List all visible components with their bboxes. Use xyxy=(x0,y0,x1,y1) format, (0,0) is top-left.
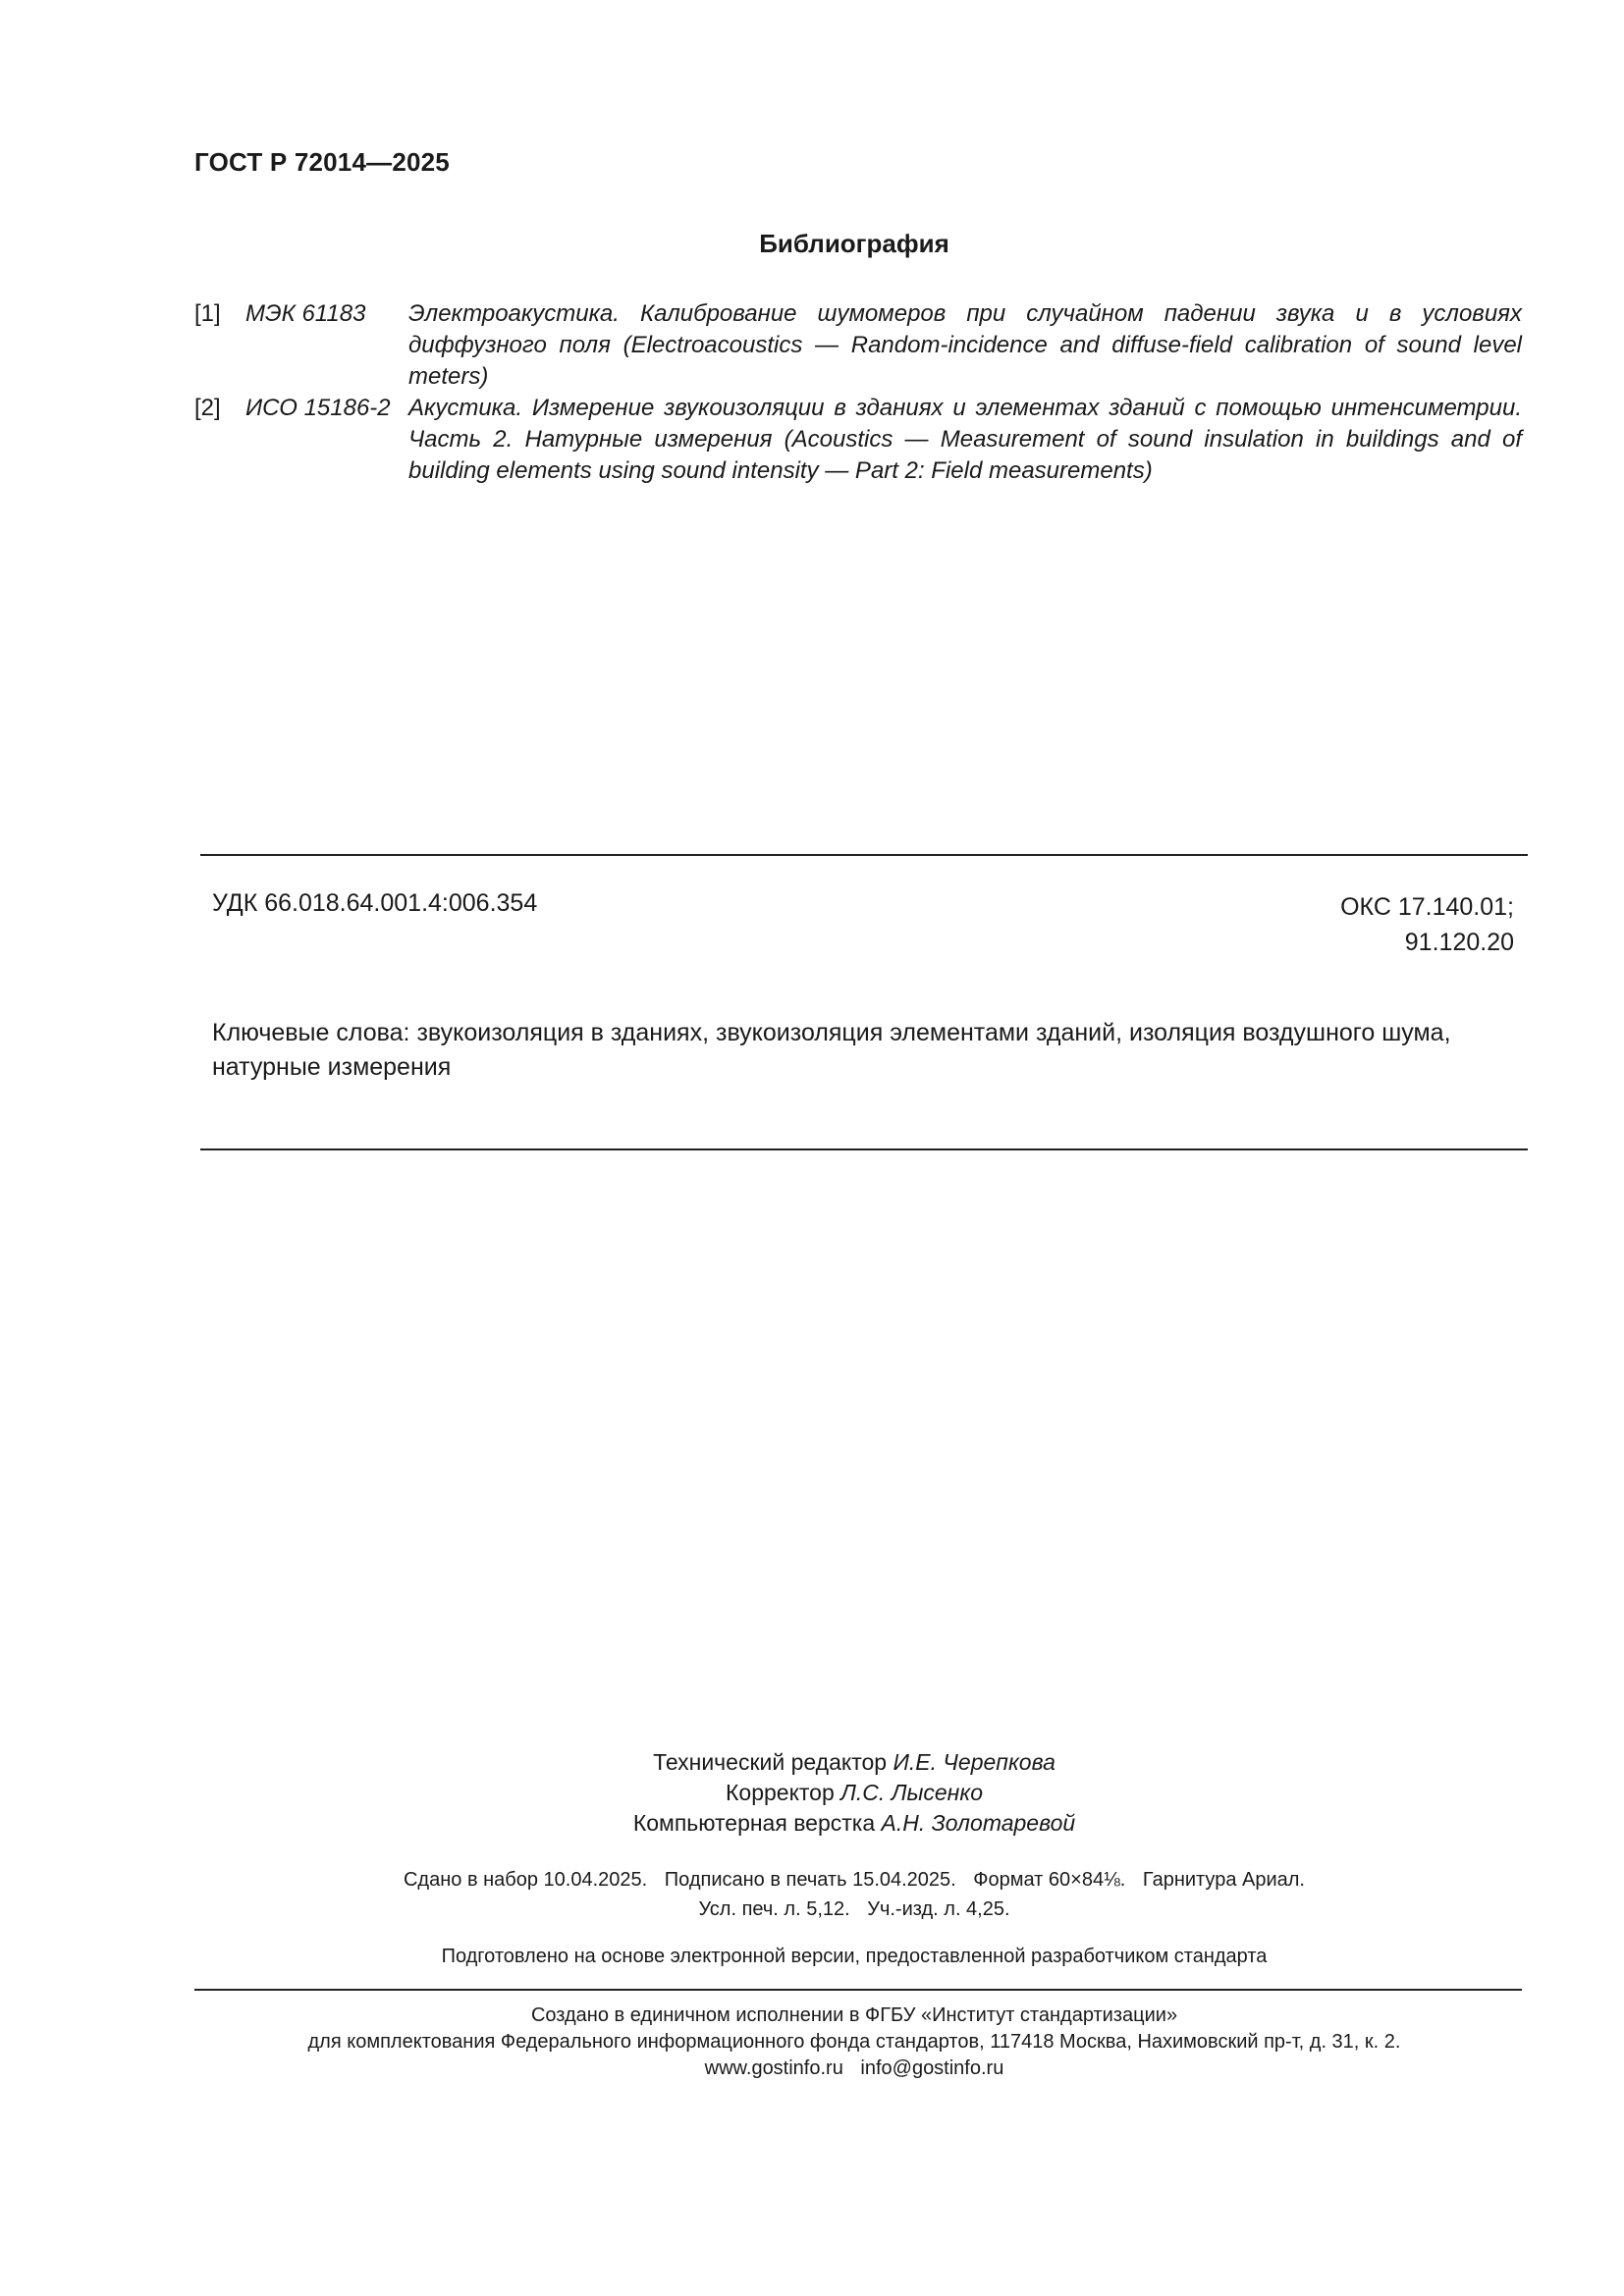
divider-top xyxy=(200,854,1528,856)
tech-editor-label: Технический редактор xyxy=(653,1749,888,1775)
print-info-line-2 xyxy=(0,1895,1624,1924)
divider-footer xyxy=(194,1989,1522,1991)
entry-number: [2] xyxy=(194,395,221,421)
publisher-info xyxy=(0,2002,1624,2082)
paper-format: Формат 60×84⅛. xyxy=(973,1869,1126,1891)
entry-text: Акустика. Измерение звукоизоляции в зданиях и элементах зданий с помощью интенсиметрии. Часть 2. Натурные измерения (Acoustics — Measurement of sound insulation in buildings and of building elements using sound intensity — Part 2: Field measurements) xyxy=(408,395,1522,484)
divider-bottom xyxy=(200,1148,1528,1150)
print-sheets: Усл. печ. л. 5,12. xyxy=(698,1898,850,1920)
signed-date: Подписано в печать 15.04.2025. xyxy=(664,1869,956,1891)
prepared-note: Подготовлено на основе электронной версии, предоставленной разработчиком стандарта xyxy=(441,1946,1268,1967)
bibliography-entry xyxy=(194,298,1522,393)
layout-name: А.Н. Золотаревой xyxy=(881,1810,1076,1836)
entry-standard: МЭК 61183 xyxy=(245,300,366,327)
entry-standard: ИСО 15186-2 xyxy=(245,395,391,421)
email-link[interactable]: info@gostinfo.ru xyxy=(860,2057,1004,2079)
bibliography-entry xyxy=(194,393,1522,487)
entry-number: [1] xyxy=(194,300,221,327)
layout-line xyxy=(0,1808,1624,1839)
corrector-label: Корректор xyxy=(726,1780,835,1805)
keywords: Ключевые слова: звукоизоляция в зданиях, звукоизоляция элементами зданий, изоляция воздушного шума, натурные измерения xyxy=(212,1019,1451,1081)
publisher-line-1: Создано в единичном исполнении в ФГБУ «Институт стандартизации» xyxy=(530,2004,1178,2026)
oks-line-1: ОКС 17.140.01; xyxy=(1340,893,1514,921)
tech-editor-line xyxy=(0,1747,1624,1778)
edition-sheets: Уч.-изд. л. 4,25. xyxy=(867,1898,1010,1920)
submitted-date: Сдано в набор 10.04.2025. xyxy=(403,1869,648,1891)
corrector-name: Л.С. Лысенко xyxy=(840,1780,983,1805)
bibliography-list xyxy=(194,298,1522,487)
corrector-line xyxy=(0,1778,1624,1808)
print-info xyxy=(0,1865,1624,1924)
credits xyxy=(0,1747,1624,1839)
print-info-line-1 xyxy=(0,1865,1624,1895)
standard-code: ГОСТ Р 72014—2025 xyxy=(194,147,450,177)
layout-label: Компьютерная верстка xyxy=(632,1810,876,1836)
bibliography-title: Библиография xyxy=(759,229,949,258)
oks-line-2: 91.120.20 xyxy=(1404,929,1514,956)
udc-code: УДК 66.018.64.001.4:006.354 xyxy=(212,889,538,917)
tech-editor-name: И.Е. Черепкова xyxy=(893,1749,1056,1775)
website-link[interactable]: www.gostinfo.ru xyxy=(704,2057,843,2079)
oks-code xyxy=(1340,889,1514,960)
typeface: Гарнитура Ариал. xyxy=(1142,1869,1305,1891)
publisher-line-2: для комплектования Федерального информационного фонда стандартов, 117418 Москва, Нахимовский пр-т, д. 31, к. 2. xyxy=(307,2031,1401,2053)
publisher-contacts xyxy=(0,2056,1624,2082)
entry-text: Электроакустика. Калибрование шумомеров при случайном падении звука и в условиях диффузного поля (Electroacoustics — Random-incidence and diffuse-field calibration of sound level meters) xyxy=(408,300,1522,390)
